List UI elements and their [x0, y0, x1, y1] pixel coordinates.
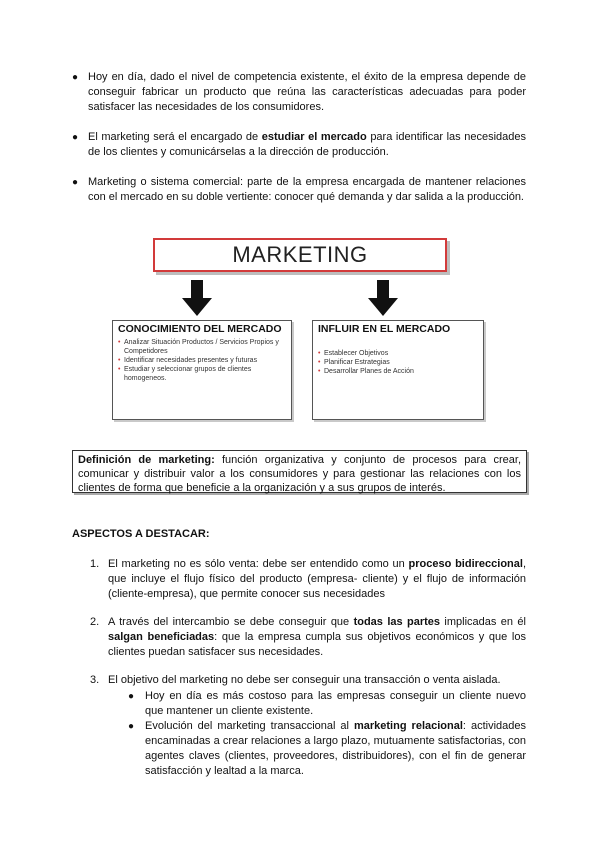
bold-text: estudiar el mercado: [261, 131, 367, 143]
aspect-item-2: A través del intercambio se debe conseguir que todas las partes implicadas en él salgan beneficiadas: que la empresa cumpla sus objetivos económicos y que los clientes puedan satisfacer sus necesidades.: [108, 616, 526, 658]
list-number: 3.: [90, 674, 100, 686]
influence-market-title: INFLUIR EN EL MERCADO: [318, 323, 451, 335]
market-knowledge-list: [118, 338, 286, 383]
bullet-icon: ●: [128, 691, 135, 702]
diagram-title: MARKETING: [153, 238, 447, 272]
aspect-item-3: El objetivo del marketing no debe ser conseguir una transacción o venta aislada.: [108, 674, 501, 686]
influence-market-box: [312, 320, 484, 420]
bold-text: todas las partes: [353, 616, 441, 628]
influence-market-list: [318, 349, 478, 376]
intro-paragraph-3: Marketing o sistema comercial: parte de la empresa encargada de mantener relaciones con el mercado en su doble vertiente: conocer qué demanda y dar salida a la producción.: [88, 176, 526, 203]
bullet-icon: ●: [72, 132, 79, 143]
list-item: • Desarrollar Planes de Acción: [318, 367, 478, 376]
bold-text: salgan beneficiadas: [108, 631, 215, 643]
list-number: 1.: [90, 558, 100, 570]
bullet-icon: ●: [72, 177, 79, 188]
down-arrow-icon: [182, 280, 212, 316]
section-heading: ASPECTOS A DESTACAR:: [72, 528, 210, 540]
bold-text: proceso bidireccional: [408, 558, 523, 570]
bold-text: marketing relacional: [353, 720, 463, 732]
bullet-icon: ●: [128, 721, 135, 732]
aspect-sub-item-1: Hoy en día es más costoso para las empresas conseguir un cliente nuevo que mantener un cliente existente.: [145, 690, 526, 717]
definition-box: [72, 450, 527, 493]
definition-text: función organizativa y conjunto de procesos para crear, comunicar y distribuir valor a los consumidores y para gestionar las relaciones con los clientes de forma que beneficie a la organización y a sus grupos de interés.: [78, 454, 522, 494]
aspect-sub-item-2: Evolución del marketing transaccional al marketing relacional: actividades encaminadas a crear relaciones a largo plazo, mutuamente satisfactorias, con agentes claves (clientes, proveedores, distribuidores), con el fin de generar satisfacción y lealtad a la marca.: [145, 720, 526, 777]
list-item: • Planificar Estrategias: [318, 358, 478, 367]
aspect-item-1: El marketing no es sólo venta: debe ser entendido como un proceso bidireccional, que incluye el flujo físico del producto (empresa- cliente) y el flujo de información (cliente-empresa), que permite conocer sus necesidades: [108, 558, 527, 600]
list-item: • Identificar necesidades presentes y futuras: [118, 356, 286, 365]
definition-label: Definición de marketing:: [78, 454, 215, 466]
down-arrow-icon: [368, 280, 398, 316]
marketing-diagram: [110, 238, 486, 424]
list-number: 2.: [90, 616, 100, 628]
list-item: • Establecer Objetivos: [318, 349, 478, 358]
intro-paragraph-1: Hoy en día, dado el nivel de competencia existente, el éxito de la empresa depende de conseguir fabricar un producto que reúna las características adecuadas para poder satisfacer las necesidades de los consumidores.: [88, 71, 526, 113]
bullet-icon: ●: [72, 72, 79, 83]
market-knowledge-box: [112, 320, 292, 420]
intro-paragraph-2: El marketing será el encargado de estudiar el mercado para identificar las necesidades de los clientes y comunicárselas a la dirección de producción.: [88, 131, 526, 158]
market-knowledge-title: CONOCIMIENTO DEL MERCADO: [118, 323, 282, 335]
list-item: • Estudiar y seleccionar grupos de clientes homogeneos.: [118, 365, 286, 383]
list-item: • Analizar Situación Productos / Servicios Propios y Competidores: [118, 338, 286, 356]
